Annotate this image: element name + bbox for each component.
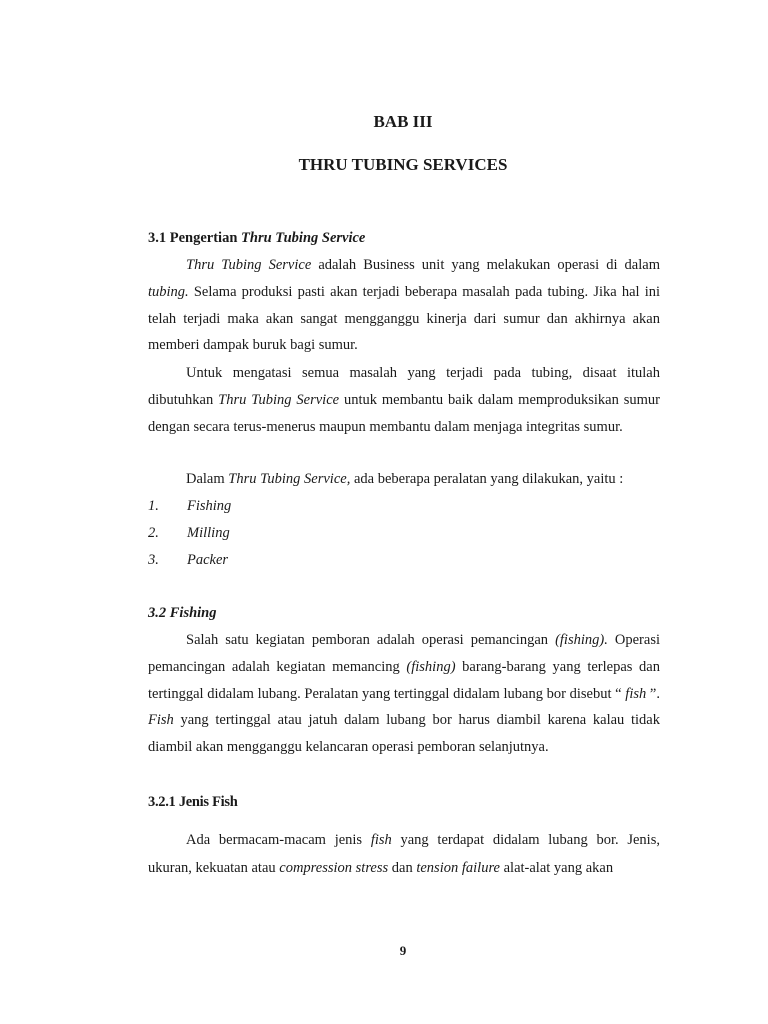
paragraph-fish-types xyxy=(148,826,660,882)
paragraph-text: yang tertinggal atau jatuh dalam lubang bor harus diambil karena kalau tidak diambil akan mengganggu kelancaran operasi pemboran selanjutnya. xyxy=(148,712,660,756)
list-label: Packer xyxy=(187,551,229,568)
term-compression-stress: compression stress xyxy=(279,860,389,876)
paragraph-text: ”. xyxy=(646,685,660,702)
term-thru-tubing-service: Thru Tubing Service xyxy=(186,257,312,273)
paragraph-overcome-problems xyxy=(148,360,660,440)
list-number: 3. xyxy=(148,551,159,568)
list-number: 2. xyxy=(148,524,159,541)
section-heading-3-2: 3.2 Fishing xyxy=(148,605,217,621)
list-item xyxy=(148,547,231,574)
paragraph-text: alat-alat yang akan xyxy=(499,860,614,876)
paragraph-text: barang-barang yang terlepas dan tertinggal didalam lubang. Peralatan yang tertinggal didalam lubang bor disebut “ xyxy=(148,658,660,702)
term-thru-tubing-service: Thru Tubing Service xyxy=(218,391,340,408)
list-item xyxy=(148,520,231,547)
paragraph-text: Salah satu kegiatan pemboran adalah operasi pemancingan xyxy=(186,632,556,648)
chapter-title: THRU TUBING SERVICES xyxy=(298,155,508,174)
paragraph-fishing xyxy=(148,627,660,761)
term-thru-tubing-service: Thru Tubing Service, xyxy=(228,471,351,487)
term-fishing: (fishing) xyxy=(406,658,456,675)
paragraph-text: Ada bermacam-macam jenis xyxy=(186,832,371,848)
paragraph-definition xyxy=(148,252,660,359)
paragraph-tools-intro xyxy=(148,466,660,493)
paragraph-text: ada beberapa peralatan yang dilakukan, yaitu : xyxy=(350,471,624,487)
section-heading-number: 3.1 Pengertian xyxy=(148,230,242,246)
paragraph-text: untuk membantu baik dalam memproduksikan sumur dengan secara terus-menerus maupun membantu dalam menjaga integritas sumur. xyxy=(148,391,660,435)
paragraph-text: Dalam xyxy=(186,471,229,487)
paragraph-text: adalah Business unit yang melakukan operasi di dalam xyxy=(311,257,660,273)
page-number: 9 xyxy=(399,943,407,958)
paragraph-text: Operasi pemancingan adalah kegiatan memancing xyxy=(148,632,660,675)
term-tubing: tubing. xyxy=(148,283,189,300)
paragraph-text: Untuk mengatasi semua masalah yang terjadi pada tubing, disaat itulah dibutuhkan xyxy=(148,365,660,408)
list-number: 1. xyxy=(148,498,159,514)
paragraph-text: Selama produksi pasti akan terjadi beberapa masalah pada tubing. Jika hal ini telah terjadi maka akan sangat mengganggu kinerja dari sumur dan akhirnya akan memberi dampak buruk bagi sumur. xyxy=(148,283,660,354)
term-tension-failure: tension failure xyxy=(416,860,500,876)
term-fishing: (fishing). xyxy=(555,632,608,648)
list-item xyxy=(148,493,231,520)
list-label: Fishing xyxy=(187,498,232,514)
term-fish: fish xyxy=(370,832,392,848)
term-fish: Fish xyxy=(148,712,174,729)
section-heading-term: Thru Tubing Service xyxy=(241,230,366,246)
list-label: Milling xyxy=(187,524,230,541)
term-fish: fish xyxy=(625,685,647,702)
section-heading-3-2-1: 3.2.1 Jenis Fish xyxy=(148,794,238,810)
paragraph-text: yang terdapat didalam lubang bor. Jenis, ukuran, kekuatan atau xyxy=(148,832,660,876)
paragraph-text: dan xyxy=(388,860,417,876)
chapter-label: BAB III xyxy=(373,112,433,131)
tools-list xyxy=(148,493,231,573)
section-heading-3-1 xyxy=(148,230,365,247)
